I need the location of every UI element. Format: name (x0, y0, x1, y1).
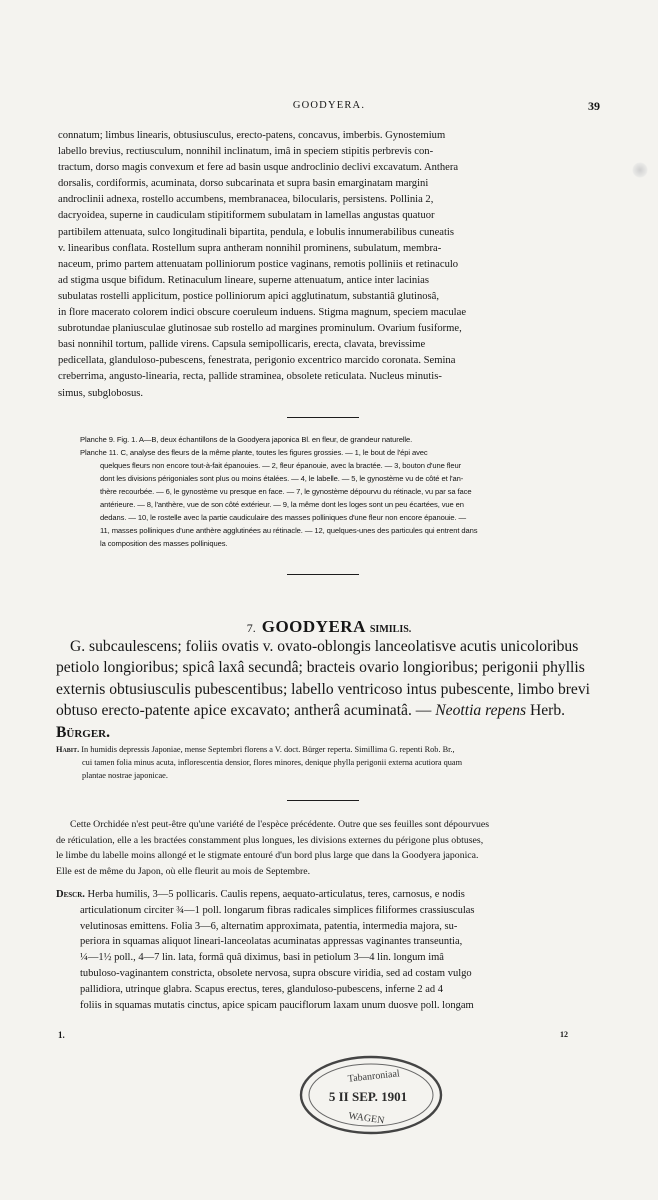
text-line: partibilem attenuata, sulco longitudinali bipartita, pendula, e lobulis innumerabilibus cuneatis (58, 226, 454, 238)
text-line: labello brevius, rectiusculum, nonnihil inclinatum, imâ in speciem stipitis perbrevis con- (58, 146, 434, 158)
description-line: foliis in squamas mutatis cinctus, apice spicam pauciflorum laxam unum duosve poll. longam (80, 999, 474, 1011)
commentary-line: le limbe du labelle moins allongé et le stigmate entouré d'un bord plus large que dans la Goodyera japonica. (56, 850, 479, 862)
caption-line: Planche 9. Fig. 1. A—B, deux échantillons de la Goodyera japonica Bl. en fleur, de grandeur naturelle. (80, 435, 413, 444)
habitat-note (56, 743, 602, 782)
paper-spot (632, 162, 648, 178)
description-line: pallidiora, utrinque glabra. Scapus erectus, teres, glanduloso-pubescens, inferne 2 ad 4 (80, 983, 444, 995)
habitat-line: cui tamen folia minus acuta, inflorescentia densior, flores minores, denique phylla perigonii externa acutiora quam (82, 758, 463, 767)
section-divider (287, 417, 359, 418)
caption-line: 11, masses polliniques d'une anthère agglutinées au rétinacle. — 12, quelques-unes des particules qui entrent dans (100, 526, 478, 535)
diagnosis-line (56, 700, 602, 721)
description-line: periora in squamas aliquot lineari-lanceolatas acuminatas appressas vaginantes transeuntia, (80, 936, 463, 948)
description-text: Herba humilis, 3—5 pollicaris. Caulis repens, aequato-articulatus, teres, carnosus, e nodis (87, 889, 465, 900)
gathering-number: 12 (560, 1030, 568, 1039)
habitat-text: In humidis depressis Japoniae, mense Septembri florens a V. doct. Bürger reperta. Simillima G. repenti Rob. Br., (81, 745, 455, 754)
text-line: creberrima, angusto-linearia, recta, pallide straminea, obsolete reticulata. Nucleus minutis- (58, 371, 442, 383)
commentary-line: Elle est de même du Japon, où elle fleurit au mois de Septembre. (56, 865, 311, 877)
french-commentary (56, 817, 602, 879)
page-number: 39 (588, 99, 600, 113)
description-line (56, 887, 602, 903)
text-line: subrotundae planiusculae glutinosae sub rostello ad margines prominulum. Ovarium fusiforme, (58, 323, 462, 335)
description-line: articulationum circiter ¾—1 poll. longarum fibras radicales simplices filiformes crassiusculas (80, 904, 475, 916)
species-description (56, 887, 602, 1013)
stamp-text-bottom: WAGEN (347, 1110, 385, 1127)
caption-line: Planche 11. C, analyse des fleurs de la même plante, toutes les figures grossies. — 1, le bout de l'épi avec (80, 448, 428, 457)
description-label: Descr. (56, 889, 85, 900)
text-line: pedicellata, glanduloso-pubescens, fenestrata, perigonio excentrico marcido coronata. Semina (58, 355, 456, 367)
text-line: tractum, dorso magis convexum et fere ad basin usque androclinio declivi excavatum. Anthera (58, 162, 459, 174)
library-stamp (296, 1052, 446, 1138)
caption-line: antérieure. — 8, l'anthère, vue de son côté extérieur. — 9, la même dont les loges sont un peu écartées, vue en (100, 500, 464, 509)
habitat-label: Habit. (56, 745, 80, 754)
habitat-line (56, 743, 602, 756)
text-line: connatum; limbus linearis, obtusiusculus, erecto-patens, concavus, imberbis. Gynostemium (58, 130, 446, 141)
morphology-paragraph (58, 128, 600, 402)
caption-line: la composition des masses polliniques. (100, 539, 228, 548)
diagnosis-text: obtuso erecto-patente apice excavato; antherâ acuminatâ. — (56, 702, 432, 720)
plate-captions (80, 433, 602, 550)
caption-line: dedans. — 10, le rostelle avec la partie caudiculaire des masses polliniques d'une fleur non encore épanouie. — (100, 513, 467, 522)
herbarium-abbrev: Herb. (530, 702, 566, 720)
signature-mark: 1. (58, 1030, 65, 1040)
section-divider (287, 800, 359, 801)
text-line: subulatas rostelli applicitum, postice polliniorum apici agglutinatum, substantiâ glutinosâ, (58, 290, 440, 302)
description-line: velutinosas emittens. Folia 3—6, alternatim approximata, patentia, intermedia majora, su- (80, 920, 458, 932)
commentary-line: de réticulation, elle a les bractées constamment plus longues, les divisions externes du périgone plus obtuses, (56, 834, 484, 846)
text-line: v. linearibus conflata. Rostellum supra antheram nonnihil prominens, subulatum, membra- (58, 242, 442, 254)
caption-line: dont les divisions périgoniales sont plus ou moins étalées. — 4, le labelle. — 5, le gynostème vu de côté et l'an- (100, 474, 464, 483)
species-genus: GOODYERA (261, 617, 366, 636)
species-diagnosis (56, 636, 602, 743)
diagnosis-line: petiolo longioribus; spicâ laxâ secundâ; bracteis ovario longioribus; perigonii phyllis (56, 659, 585, 677)
section-divider (287, 574, 359, 575)
stamp-date: 5 II SEP. 1901 (328, 1089, 408, 1104)
species-epithet: SIMILIS. (369, 624, 412, 635)
commentary-line: Cette Orchidée n'est peut-être qu'une variété de l'espèce précédente. Outre que ses feuilles sont dépourvues (70, 819, 490, 830)
text-line: ad stigma usque bifidum. Retinaculum lineare, superne attenuatum, antice inter lacinias (58, 274, 429, 286)
text-line: naceum, primo partem attenuatam polliniorum postice vaginans, remotis polliniis et retinaculo (58, 258, 459, 270)
text-line: basi nonnihil tortum, pallide virens. Capsula semipollicaris, erecta, clavata, brevissime (58, 339, 426, 351)
synonym-name: Neottia repens (435, 702, 527, 720)
collector-name: Bürger. (56, 723, 111, 741)
description-line: tubuloso-vaginantem constricta, obsolete nervosa, supra obscure viridia, sed ad costam vulgo (80, 967, 472, 979)
running-title: GOODYERA. (292, 100, 366, 111)
text-line: in flore macerato colorem indici obscure coeruleum induens. Stigma magnum, speciem maculae (58, 307, 467, 319)
text-line: dorsalis, cordiformis, acuminata, dorso subcarinata et supra basin emarginatam margini (58, 178, 429, 190)
description-line: ¼—1½ poll., 4—7 lin. lata, formâ quâ diximus, basi in petiolum 3—4 lin. longum imâ (80, 952, 444, 964)
caption-line: thère recourbée. — 6, le gynostème vu presque en face. — 7, le gynostème dépourvu du rétinacle, vu par sa face (100, 487, 472, 496)
habitat-line: plantae nostrae japonicae. (82, 771, 168, 780)
text-line: simus, subglobosus. (58, 387, 144, 399)
text-line: androclinii adnexa, rostello accumbens, membranacea, bilocularis, persistens. Pollinia 2, (58, 194, 434, 206)
stamp-text-top: Tabanroniaal (347, 1068, 401, 1085)
diagnosis-line: externis obtusiusculis pubescentibus; labello ventricoso intus pubescente, limbo brevi (56, 680, 590, 698)
caption-line: quelques fleurs non encore tout-à-fait épanouies. — 2, fleur épanouie, avec la bractée. — 3, bouton d'une fleur (100, 461, 461, 470)
species-heading (58, 617, 600, 637)
species-number: 7. (246, 621, 256, 635)
text-line: dacryoidea, superne in caudiculam stipitiformem subulatam in lamellas angustas quatuor (58, 210, 435, 222)
running-header (58, 100, 600, 116)
diagnosis-line: G. subcaulescens; foliis ovatis v. ovato-oblongis lanceolatisve acutis unicoloribus (70, 638, 579, 655)
